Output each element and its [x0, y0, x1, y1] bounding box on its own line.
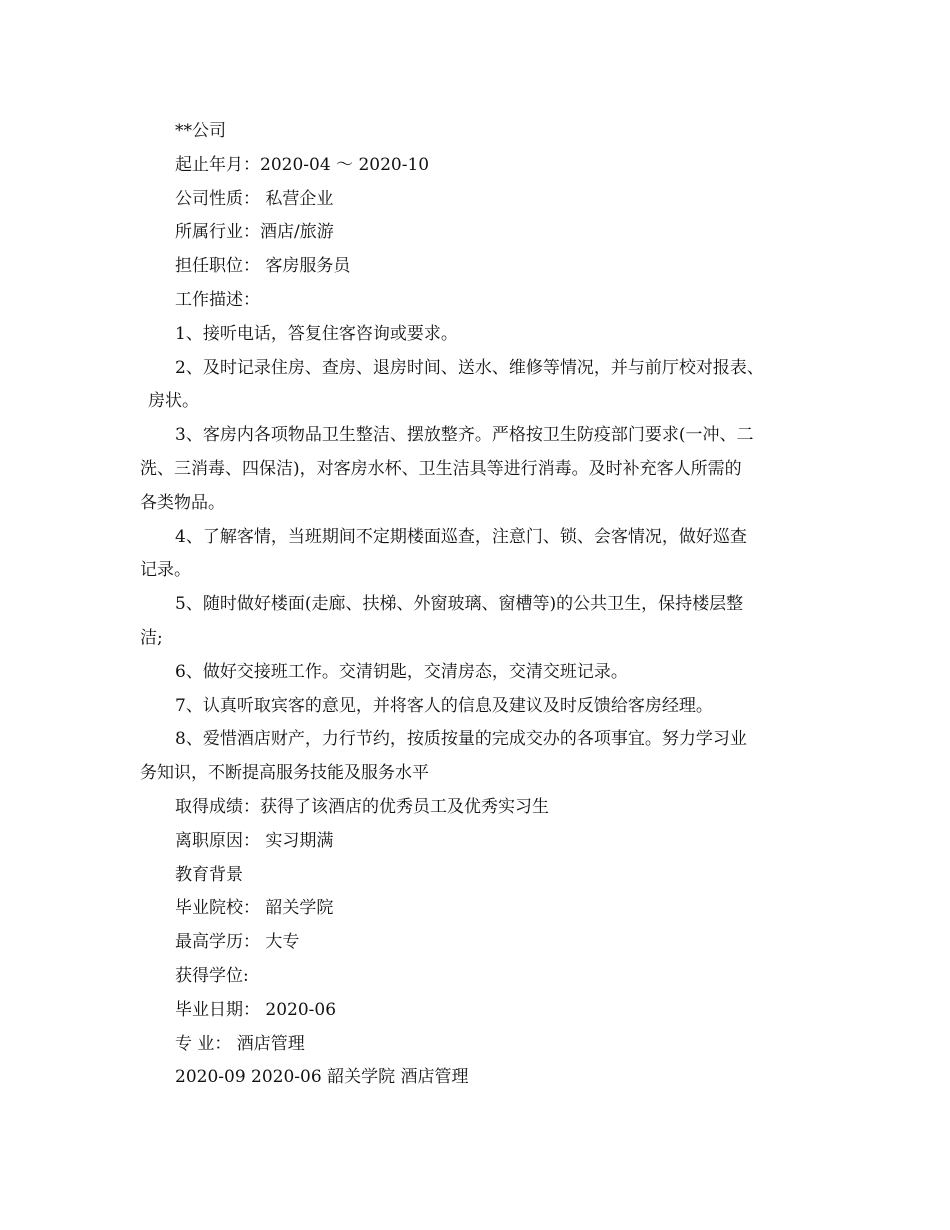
duty-line: 洁; [140, 627, 163, 648]
duty-line: 5、随时做好楼面(走廊、扶梯、外窗玻璃、窗槽等)的公共卫生，保持楼层整 [175, 594, 744, 615]
company-name: **公司 [175, 121, 226, 141]
duty-line: 各类物品。 [140, 492, 225, 513]
duty-line: 务知识，不断提高服务技能及服务水平 [140, 763, 429, 784]
graduation-date: 毕业日期： 2020-06 [175, 999, 337, 1020]
leave-reason: 离职原因： 实习期满 [175, 830, 334, 851]
duty-line: 6、做好交接班工作。交清钥匙，交清房态，交清交班记录。 [175, 661, 628, 682]
company-type: 公司性质： 私营企业 [175, 188, 334, 209]
school: 毕业院校： 韶关学院 [175, 898, 334, 919]
achievement: 取得成绩：获得了该酒店的优秀员工及优秀实习生 [175, 796, 549, 817]
work-period: 起止年月：2020-04 ～ 2020-10 [175, 154, 430, 175]
degree: 获得学位: [175, 965, 249, 986]
duty-line: 2、及时记录住房、查房、退房时间、送水、维修等情况，并与前厅校对报表、 [175, 357, 764, 378]
duty-line: 4、了解客情，当班期间不定期楼面巡查，注意门、锁、会客情况，做好巡查 [175, 526, 747, 547]
education-heading: 教育背景 [175, 864, 243, 885]
duty-line: 洗、三消毒、四保洁)，对客房水杯、卫生洁具等进行消毒。及时补充客人所需的 [140, 458, 742, 479]
duty-line: 8、爱惜酒店财产，力行节约，按质按量的完成交办的各项事宜。努力学习业 [175, 729, 747, 750]
job-description-heading: 工作描述： [175, 289, 260, 310]
duty-line: 3、客房内各项物品卫生整洁、摆放整齐。严格按卫生防疫部门要求(一冲、二 [175, 425, 754, 446]
duty-line: 7、认真听取宾客的意见，并将客人的信息及建议及时反馈给客房经理。 [175, 695, 713, 716]
major: 专 业： 酒店管理 [175, 1033, 305, 1054]
industry: 所属行业：酒店/旅游 [175, 222, 334, 243]
duty-line: 1、接听电话，答复住客咨询或要求。 [175, 323, 458, 344]
duty-line: 记录。 [140, 560, 191, 581]
duty-line: 房状。 [148, 391, 199, 412]
resume-content [140, 115, 830, 1095]
job-position: 担任职位： 客房服务员 [175, 256, 351, 277]
education-record: 2020-09 2020-06 韶关学院 酒店管理 [175, 1067, 469, 1088]
highest-education: 最高学历： 大专 [175, 932, 300, 953]
